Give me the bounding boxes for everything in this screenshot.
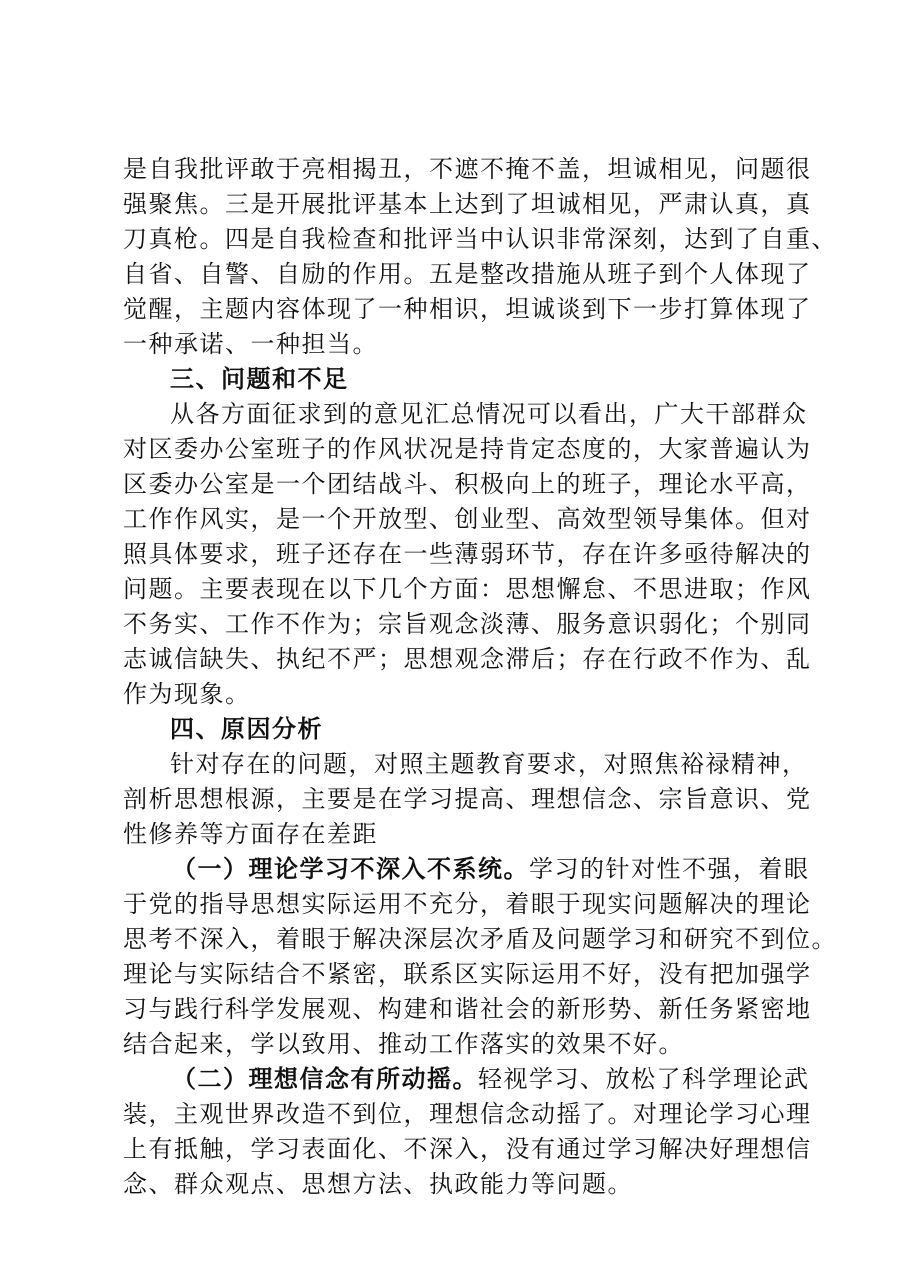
paragraph-line: 志诚信缺失、执纪不严；思想观念滞后；存在行政不作为、乱 bbox=[123, 645, 812, 673]
paragraph-line: 上有抵触，学习表面化、不深入，没有通过学习解决好理想信 bbox=[123, 1135, 812, 1163]
paragraph-line: 工作作风实，是一个开放型、创业型、高效型领导集体。但对 bbox=[123, 505, 812, 533]
paragraph-line: 照具体要求，班子还存在一些薄弱环节，存在许多亟待解决的 bbox=[123, 540, 812, 568]
paragraph-line: 问题。主要表现在以下几个方面：思想懈怠、不思进取；作风 bbox=[123, 575, 812, 603]
subsection-first-line bbox=[172, 852, 810, 886]
paragraph-line: 不务实、工作不作为；宗旨观念淡薄、服务意识弱化；个别同 bbox=[123, 610, 812, 638]
paragraph-line: 理论与实际结合不紧密，联系区实际运用不好，没有把加强学 bbox=[123, 960, 812, 988]
subsection-title: （一）理论学习不深入不系统。 bbox=[172, 855, 529, 883]
section-heading: 三、问题和不足 bbox=[170, 365, 349, 393]
paragraph-line: 念、群众观点、思想方法、执政能力等问题。 bbox=[123, 1170, 633, 1198]
paragraph-line: 剖析思想根源，主要是在学习提高、理想信念、宗旨意识、党 bbox=[123, 785, 812, 813]
paragraph-line: 强聚焦。三是开展批评基本上达到了坦诚相见，严肃认真，真 bbox=[123, 190, 812, 218]
paragraph-line: 一种承诺、一种担当。 bbox=[123, 330, 378, 358]
paragraph-line: 是自我批评敢于亮相揭丑，不遮不掩不盖，坦诚相见，问题很 bbox=[123, 155, 812, 183]
paragraph-line: 针对存在的问题，对照主题教育要求，对照焦裕禄精神， bbox=[170, 750, 808, 778]
paragraph-line: 于党的指导思想实际运用不充分，着眼于现实问题解决的理论 bbox=[123, 890, 812, 918]
subsection-text: 轻视学习、放松了科学理论武 bbox=[478, 1065, 810, 1093]
paragraph-line: 刀真枪。四是自我检查和批评当中认识非常深刻，达到了自重、 bbox=[123, 225, 837, 253]
section-heading: 四、原因分析 bbox=[170, 715, 323, 743]
paragraph-line: 对区委办公室班子的作风状况是持肯定态度的，大家普遍认为 bbox=[123, 435, 812, 463]
paragraph-line: 自省、自警、自励的作用。五是整改措施从班子到个人体现了 bbox=[123, 260, 812, 288]
paragraph-line: 从各方面征求到的意见汇总情况可以看出，广大干部群众 bbox=[170, 400, 808, 428]
paragraph-line: 区委办公室是一个团结战斗、积极向上的班子，理论水平高， bbox=[123, 470, 812, 498]
paragraph-line: 作为现象。 bbox=[123, 680, 251, 708]
paragraph-line: 性修养等方面存在差距 bbox=[123, 820, 378, 848]
paragraph-line: 习与践行科学发展观、构建和谐社会的新形势、新任务紧密地 bbox=[123, 995, 812, 1023]
paragraph-line: 觉醒，主题内容体现了一种相识，坦诚谈到下一步打算体现了 bbox=[123, 295, 812, 323]
paragraph-line: 结合起来，学以致用、推动工作落实的效果不好。 bbox=[123, 1030, 684, 1058]
subsection-text: 学习的针对性不强，着眼 bbox=[529, 855, 810, 883]
subsection-title: （二）理想信念有所动摇。 bbox=[172, 1065, 478, 1093]
subsection-first-line bbox=[172, 1062, 810, 1096]
paragraph-line: 思考不深入，着眼于解决深层次矛盾及问题学习和研究不到位。 bbox=[123, 925, 837, 953]
paragraph-line: 装，主观世界改造不到位，理想信念动摇了。对理论学习心理 bbox=[123, 1100, 812, 1128]
